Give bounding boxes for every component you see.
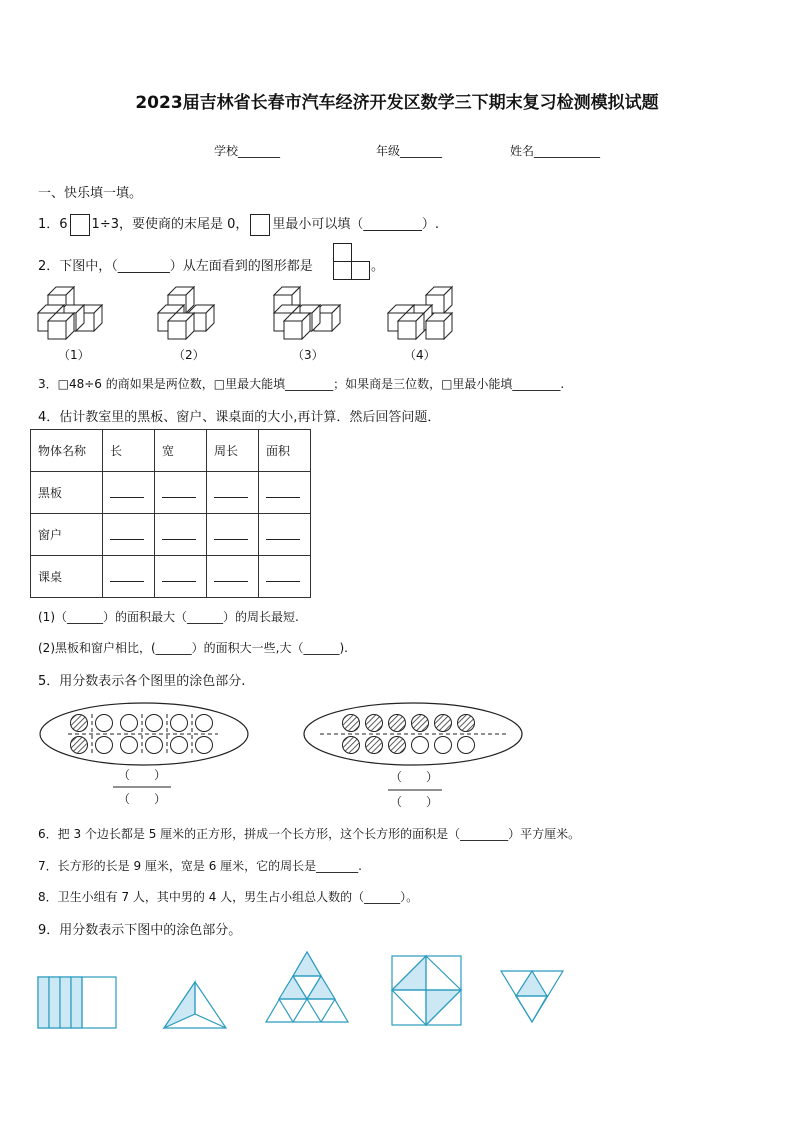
object-table [30,429,311,598]
q1-part-b: 1÷3，要使商的末尾是 0， [91,217,249,232]
blank-line [266,527,300,540]
figure-2-label: （2） [173,348,205,362]
fraction-2-numerator: （ ） [390,770,439,784]
oval-figure-1 [40,703,248,765]
figure-4 [388,287,452,339]
question-4-sub-1: (1)（______）的面积最大（______）的周长最短. [38,610,299,624]
question-8: 8．卫生小组有 7 人，其中男的 4 人，男生占小组总人数的（______）。 [38,890,419,904]
fraction-1-bar [113,786,173,788]
header-cell: 长 [103,430,155,472]
header-cell: 物体名称 [31,430,103,472]
fraction-shapes [30,948,590,1033]
header-cell: 面积 [259,430,311,472]
table-row [31,472,311,514]
oval-figures [30,698,530,768]
figure-4-label: （4） [404,348,436,362]
oval-figure-2 [304,703,522,765]
blank-box [70,214,90,236]
blank-line [266,485,300,498]
school-field: 学校_______ [214,144,281,158]
header-cell: 宽 [155,430,207,472]
blank-line [162,527,196,540]
page-title: 2023届吉林省长春市汽车经济开发区数学三下期末复习检测模拟试题 [135,93,659,113]
fraction-1-numerator: （ ） [118,768,167,782]
question-4: 4．估计教室里的黑板、窗户、课桌面的大小,再计算．然后回答问题． [38,410,441,425]
header-cell: 周长 [207,430,259,472]
figure-2 [158,287,214,339]
question-2-text: 2．下图中，（________）从左面看到的图形都是 [38,259,313,274]
nine-part-triangle [266,952,348,1022]
name-field: 姓名___________ [510,144,601,158]
fraction-2-denominator: （ ） [390,795,439,809]
question-1 [38,213,439,236]
figure-1-label: （1） [58,348,90,362]
question-5: 5．用分数表示各个图里的涂色部分. [38,674,246,689]
q1-part-a: 1．6 [38,217,68,232]
table-header-row [31,430,311,472]
blank-line [266,569,300,582]
striped-rectangle [38,977,116,1028]
question-4-sub-2: (2)黑板和窗户相比，(______）的面积大一些,大（______). [38,641,348,655]
question-6: 6．把 3 个边长都是 5 厘米的正方形，拼成一个长方形，这个长方形的面积是（________）平方厘米。 [38,827,581,841]
inverted-triangle [501,971,563,1022]
table-row [31,556,311,598]
row-label: 课桌 [31,556,103,598]
blank-line [110,569,144,582]
left-view-shape [333,243,371,281]
figure-1 [38,287,102,339]
cube-figures [30,285,470,345]
grade-field: 年级_______ [376,144,443,158]
q1-part-c: 里最小可以填（_________）. [272,217,440,232]
split-triangle [164,982,226,1028]
diamond-square [392,956,461,1025]
row-label: 黑板 [31,472,103,514]
question-9: 9．用分数表示下图中的涂色部分。 [38,923,242,938]
blank-box [250,214,270,236]
section-heading: 一、快乐填一填。 [38,186,143,201]
blank-line [110,527,144,540]
question-7: 7．长方形的长是 9 厘米，宽是 6 厘米，它的周长是_______. [38,859,362,873]
row-label: 窗户 [31,514,103,556]
blank-line [214,527,248,540]
table-row [31,514,311,556]
q2-end: 。 [371,259,385,274]
blank-line [162,569,196,582]
blank-line [162,485,196,498]
question-3: 3．□48÷6 的商如果是两位数，□里最大能填________；如果商是三位数，□里最小能填________. [38,377,565,391]
blank-line [214,569,248,582]
figure-3 [274,287,340,339]
blank-line [214,485,248,498]
fraction-2-bar [388,789,448,791]
fraction-1-denominator: （ ） [118,792,167,806]
figure-3-label: （3） [292,348,324,362]
blank-line [110,485,144,498]
